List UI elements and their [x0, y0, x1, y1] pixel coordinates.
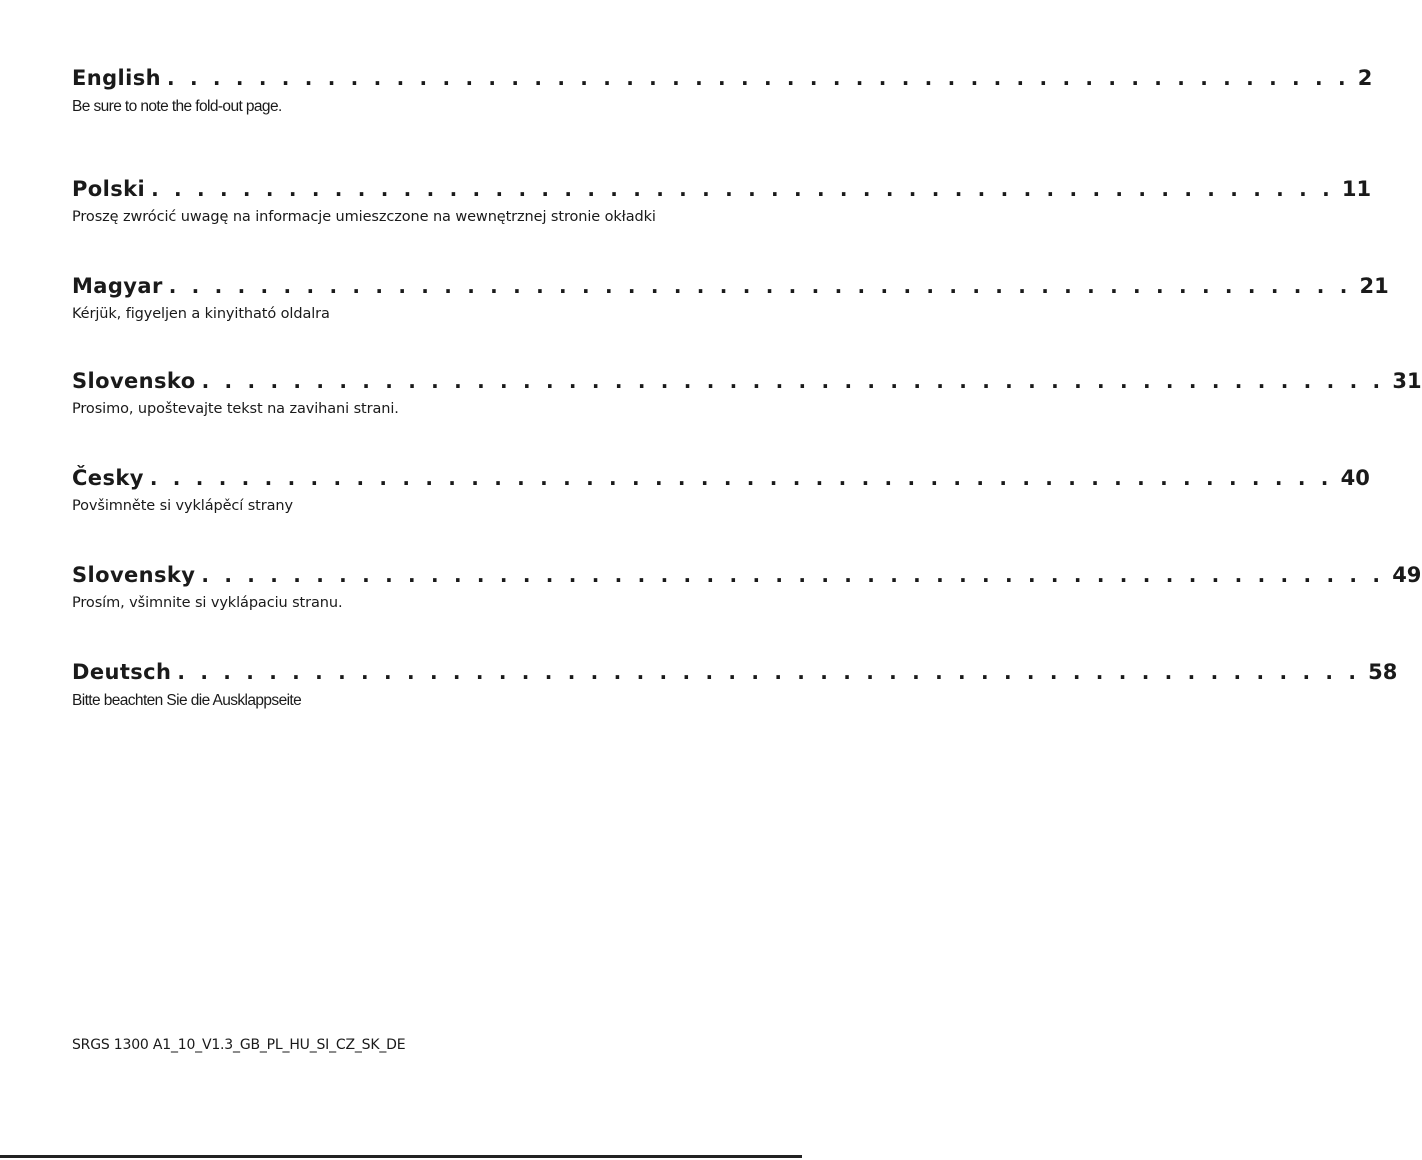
toc-dot-leader: . . . . . . . . . . . . . . . . . . . . . . . . . . . . . . . . . . . . . . . . . . . . . . . . . . . .	[166, 66, 1350, 90]
toc-note: Kérjük, figyeljen a kinyitható oldalra	[72, 306, 330, 322]
toc-entry-cesky[interactable]	[72, 466, 1370, 514]
toc-note: Prosimo, upoštevajte tekst na zavihani strani.	[72, 401, 399, 417]
toc-note: Prosím, všimnite si vyklápaciu stranu.	[72, 595, 343, 611]
toc-page-number[interactable]: 31	[1392, 369, 1422, 393]
toc-entry-magyar[interactable]	[72, 274, 1389, 322]
bottom-divider	[0, 1155, 802, 1158]
toc-note: Bitte beachten Sie die Ausklappseite	[72, 692, 302, 709]
toc-language[interactable]: Deutsch	[72, 660, 172, 684]
toc-language[interactable]: Česky	[72, 466, 144, 490]
toc-language[interactable]: Polski	[72, 177, 146, 201]
toc-heading[interactable]	[72, 563, 1422, 593]
toc-entry-deutsch[interactable]	[72, 660, 1398, 710]
toc-page-number[interactable]: 58	[1368, 660, 1398, 684]
toc-heading[interactable]	[72, 369, 1422, 399]
toc-dot-leader: . . . . . . . . . . . . . . . . . . . . . . . . . . . . . . . . . . . . . . . . . . . . . . . . . . . .	[201, 369, 1385, 393]
toc-page-number[interactable]: 11	[1341, 177, 1372, 201]
toc-page-number[interactable]: 49	[1392, 563, 1422, 587]
toc-dot-leader: . . . . . . . . . . . . . . . . . . . . . . . . . . . . . . . . . . . . . . . . . . . . . . . . . . . .	[168, 274, 1352, 298]
toc-dot-leader: . . . . . . . . . . . . . . . . . . . . . . . . . . . . . . . . . . . . . . . . . . . . . . . . . . . .	[201, 563, 1385, 587]
toc-note: Proszę zwrócić uwagę na informacje umieszczone na wewnętrznej stronie okładki	[72, 209, 656, 225]
toc-heading[interactable]	[72, 177, 1372, 207]
toc-page-number[interactable]: 40	[1340, 466, 1370, 490]
toc-heading[interactable]	[72, 66, 1373, 96]
toc-heading[interactable]	[72, 466, 1370, 496]
toc-dot-leader: . . . . . . . . . . . . . . . . . . . . . . . . . . . . . . . . . . . . . . . . . . . . . . . . . . . .	[149, 466, 1333, 490]
toc-dot-leader: . . . . . . . . . . . . . . . . . . . . . . . . . . . . . . . . . . . . . . . . . . . . . . . . . . . .	[151, 177, 1334, 201]
toc-dot-leader: . . . . . . . . . . . . . . . . . . . . . . . . . . . . . . . . . . . . . . . . . . . . . . . . . . . .	[177, 660, 1361, 684]
toc-entry-slovensky[interactable]	[72, 563, 1422, 611]
toc-language[interactable]: Slovensko	[72, 369, 196, 393]
document-code: SRGS 1300 A1_10_V1.3_GB_PL_HU_SI_CZ_SK_DE	[72, 1037, 406, 1053]
toc-page-number[interactable]: 21	[1359, 274, 1389, 298]
toc-note: Be sure to note the fold-out page.	[72, 98, 282, 115]
toc-entry-polski[interactable]	[72, 177, 1372, 225]
toc-language[interactable]: English	[72, 66, 161, 90]
toc-language[interactable]: Slovensky	[72, 563, 196, 587]
toc-note: Povšimněte si vyklápěcí strany	[72, 498, 293, 514]
toc-page-number[interactable]: 2	[1357, 66, 1373, 90]
toc-entry-english[interactable]	[72, 66, 1373, 116]
toc-entry-slovensko[interactable]	[72, 369, 1422, 417]
toc-heading[interactable]	[72, 660, 1398, 690]
toc-heading[interactable]	[72, 274, 1389, 304]
toc-language[interactable]: Magyar	[72, 274, 163, 298]
